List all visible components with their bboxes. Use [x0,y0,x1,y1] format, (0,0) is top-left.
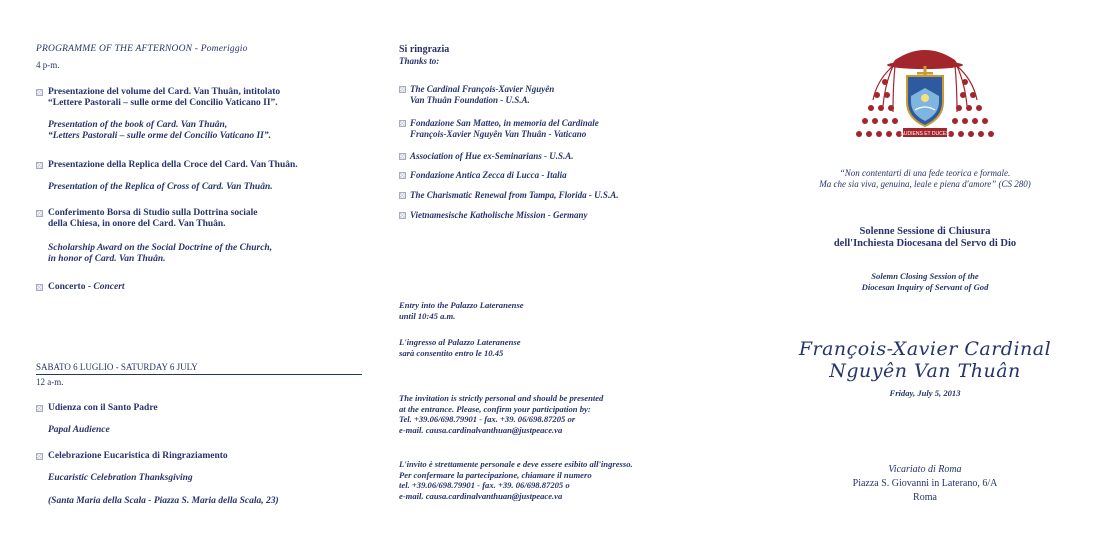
date-divider [36,374,362,375]
item-2-it: Presentazione della Replica della Croce del Card. Van Thuân. [48,160,298,170]
item-4-en: Concert [93,282,125,292]
venue-name: Vicariato di Roma [888,464,962,475]
bullet-icon [399,192,406,199]
bullet-icon [36,453,43,460]
bullet-icon [36,405,43,412]
bullet-icon [399,153,406,160]
bullet-icon [36,162,43,169]
item-6-en: Eucaristic Celebration Thanksgiving [48,473,193,483]
invitation-en: The invitation is strictly personal and should be presented at the entrance. Please, confirm your participation by: Tel. +39.06/698.79901 - fax. +39. 06/698.87205 or e-mail. causa.cardinalvanthuan@justpeace.va [399,393,604,435]
invitation-it: L'invito è strettamente personale e deve essere esibito all'ingresso. Per confermare la partecipazione, chiamare il numero tel. +39.06/698.79901 - fax. +39. 06/698.87205 o e-mail. causa.cardinalvanthuan@justpeace.va [399,459,633,501]
programme-heading [36,44,366,54]
cardinal-name-line-1: François-Xavier Cardinal [798,338,1052,360]
programme-title-suffix: - Pomeriggio [192,44,248,54]
sponsor-text: Fondazione San Matteo, in memoria del Cardinale François-Xavier Nguyên Van Thuân - Vaticano [410,118,599,139]
item-1-it: Presentazione del volume del Card. Van Thuân, intitolato “Lettere Pastorali – sulle orme del Concilio Vaticano II”. [48,87,281,108]
motto-text: AUDIENS ET DUCES [900,131,950,137]
bullet-icon [399,172,406,179]
bullet-icon [399,86,406,93]
programme-title: PROGRAMME OF THE AFTERNOON [36,44,193,54]
cardinal-name-line-2: Nguyên Van Thuân [829,360,1021,382]
sponsor-text: Fondazione Antica Zecca di Lucca - Italia [410,170,567,180]
event-date: Friday, July 5, 2013 [889,388,961,398]
bullet-icon [36,210,43,217]
item-6-place: (Santa Maria della Scala - Piazza S. Maria della Scala, 23) [48,496,279,506]
quote: “Non contentarti di una fede teorica e formale. Ma che sia viva, genuina, leale e piena d'amore” (CS 280) [819,168,1031,189]
item-5-en: Papal Audience [48,425,110,435]
bullet-icon [399,120,406,127]
middle-panel [399,0,729,553]
entry-info-it: L'ingresso al Palazzo Lateranense sarà consentito entro le 10.45 [399,337,521,358]
sponsor-text: Association of Hue ex-Seminarians - U.S.A. [410,151,574,161]
coat-of-arms-icon [855,40,995,140]
time-morning: 12 a-m. [36,377,64,387]
date-line: SABATO 6 LUGLIO - SATURDAY 6 JULY [36,362,198,372]
bullet-icon [399,212,406,219]
thanks-en: Thanks to: [399,56,440,66]
item-5-it: Udienza con il Santo Padre [48,403,158,413]
title-en: Solemn Closing Session of the Diocesan Inquiry of Servant of God [861,271,989,292]
item-3-it: Conferimento Borsa di Studio sulla Dottrina sociale della Chiesa, in onore del Card. Van Thuân. [48,208,258,229]
left-panel: PROGRAMME OF THE AFTERNOON - Pomeriggio 4 p-m. Presentazione del volume del Card. Van Thuân, intitolato “Lettere Pastorali – sulle orme del Concilio Vaticano II”. Presentation of the book of Card. Van Thuân, “Letters Pastorali – sulle orme del Concilio Vaticano II”. Presentazione della Replica della Croce del Card. Van Thuân. Presentation of the Replica of Cross of Card. Van Thuân. Conferimento Borsa di Studio sulla Dottrina sociale della Chiesa, in onore del Card. Van Thuân. Scholarship Award on the Social Doctrine of the Church, in honor of Card. Van Thuân. Concerto - Concert SABATO 6 LUGLIO - SATURDAY 6 JULY 12 a-m. Udienza con il Santo Padre Papal Audience Celebrazione Eucaristica di Ringraziamento Eucaristic Celebration Thanksgiving (Santa Maria della Scala - Piazza S. Maria della Scala, 23) [36,0,366,553]
item-2-en: Presentation of the Replica of Cross of Card. Van Thuân. [48,182,273,192]
item-6-it: Celebrazione Eucaristica di Ringraziamento [48,451,228,461]
entry-info-en: Entry into the Palazzo Lateranense until 10:45 a.m. [399,300,524,321]
venue-address: Piazza S. Giovanni in Laterano, 6/A [852,478,998,489]
sponsor-text: The Cardinal François-Xavier Nguyên Van Thuân Foundation - U.S.A. [410,84,555,105]
item-1-en: Presentation of the book of Card. Van Thuân, “Letters Pastorali – sulle orme del Concilio Vaticano II”. [48,120,271,141]
thanks-it: Si ringrazia [399,44,450,55]
bullet-icon [36,284,43,291]
sponsor-text: Vietnamesische Katholische Mission - Germany [410,210,588,220]
time-afternoon: 4 p-m. [36,60,60,70]
sponsor-text: The Charismatic Renewal from Tampa, Florida - U.S.A. [410,190,619,200]
right-panel [780,0,1070,553]
bullet-icon [36,89,43,96]
item-4-it: Concerto [48,282,86,292]
venue-city: Roma [913,492,937,503]
title-it: Solenne Sessione di Chiusura dell'Inchiesta Diocesana del Servo di Dio [833,226,1017,249]
item-3-en: Scholarship Award on the Social Doctrine of the Church, in honor of Card. Van Thuân. [48,243,273,264]
